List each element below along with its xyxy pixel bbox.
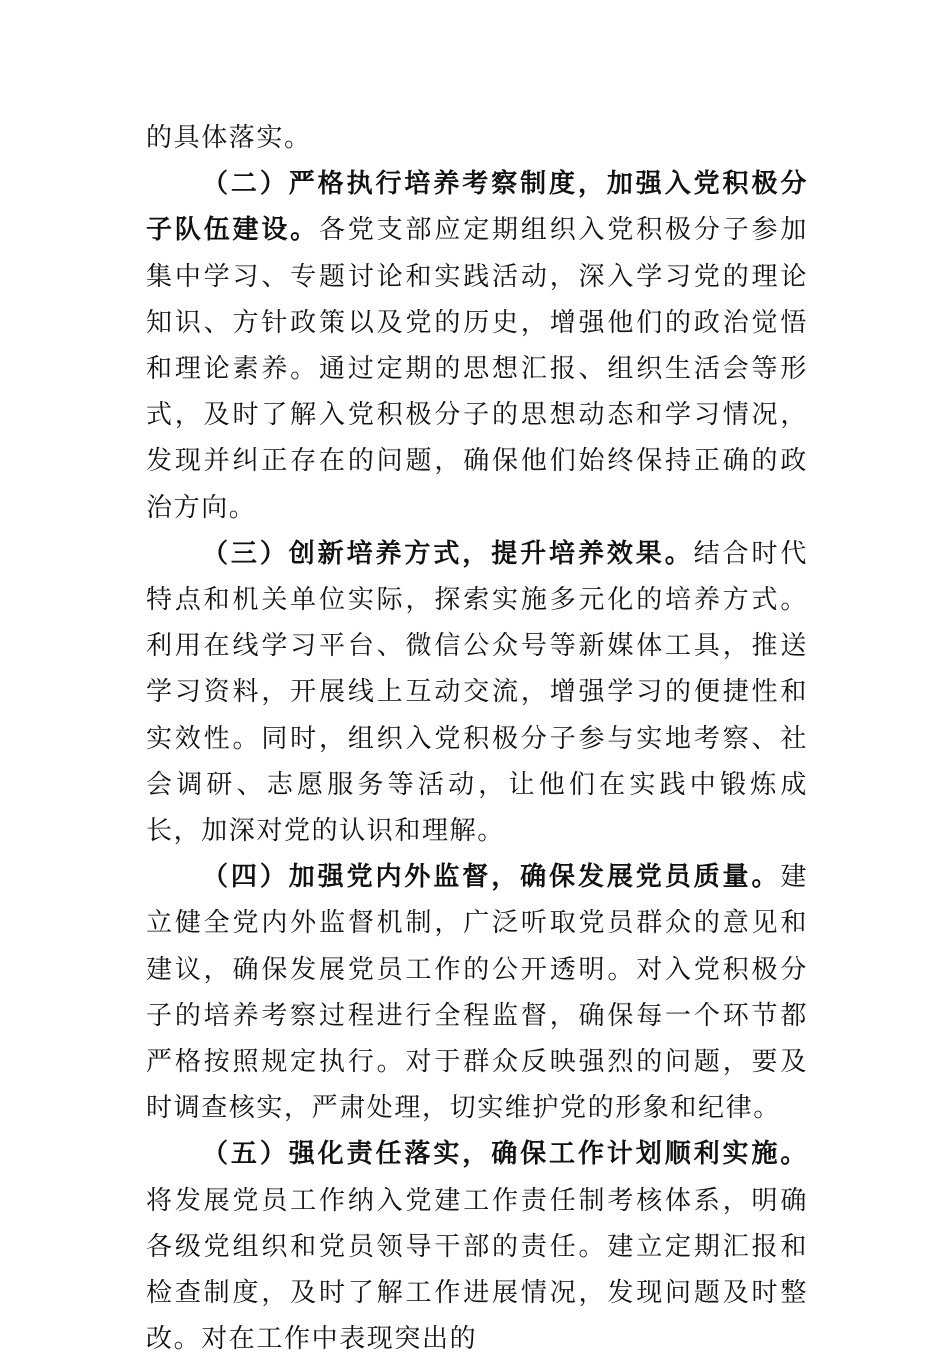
paragraph-section-2 xyxy=(146,161,808,531)
paragraph-section-5 xyxy=(146,1131,808,1362)
paragraph-body: 各党支部应定期组织入党积极分子参加集中学习、专题讨论和实践活动，深入学习党的理论知识、方针政策以及党的历史，增强他们的政治觉悟和理论素养。通过定期的思想汇报、组织生活会等形式，及时了解入党积极分子的思想动态和学习情况，发现并纠正存在的问题，确保他们始终保持正确的政治方向。 xyxy=(146,215,808,523)
paragraph-section-4 xyxy=(146,854,808,1131)
paragraph-body: 建立健全党内外监督机制，广泛听取党员群众的意见和建议，确保发展党员工作的公开透明。对入党积极分子的培养考察过程进行全程监督，确保每一个环节都严格按照规定执行。对于群众反映强烈的问题，要及时调查核实，严肃处理，切实维护党的形象和纪律。 xyxy=(146,862,808,1124)
section-heading: （二）严格执行培养考察制度，加强入党积极分子队伍建设。 xyxy=(146,169,808,246)
paragraph-body: 的具体落实。 xyxy=(146,123,312,153)
section-heading: （五）强化责任落实，确保工作计划顺利实施。 xyxy=(202,1139,808,1170)
paragraph-continuation xyxy=(146,115,808,161)
section-heading: （四）加强党内外监督，确保发展党员质量。 xyxy=(202,862,781,893)
document-body xyxy=(146,115,808,1362)
paragraph-section-3 xyxy=(146,531,808,854)
paragraph-body: 将发展党员工作纳入党建工作责任制考核体系，明确各级党组织和党员领导干部的责任。建立定期汇报和检查制度，及时了解工作进展情况，发现问题及时整改。对在工作中表现突出的 xyxy=(146,1185,808,1355)
section-heading: （三）创新培养方式，提升培养效果。 xyxy=(202,538,694,569)
paragraph-body: 结合时代特点和机关单位实际，探索实施多元化的培养方式。利用在线学习平台、微信公众号等新媒体工具，推送学习资料，开展线上互动交流，增强学习的便捷性和实效性。同时，组织入党积极分子参与实地考察、社会调研、志愿服务等活动，让他们在实践中锻炼成长，加深对党的认识和理解。 xyxy=(146,538,808,847)
